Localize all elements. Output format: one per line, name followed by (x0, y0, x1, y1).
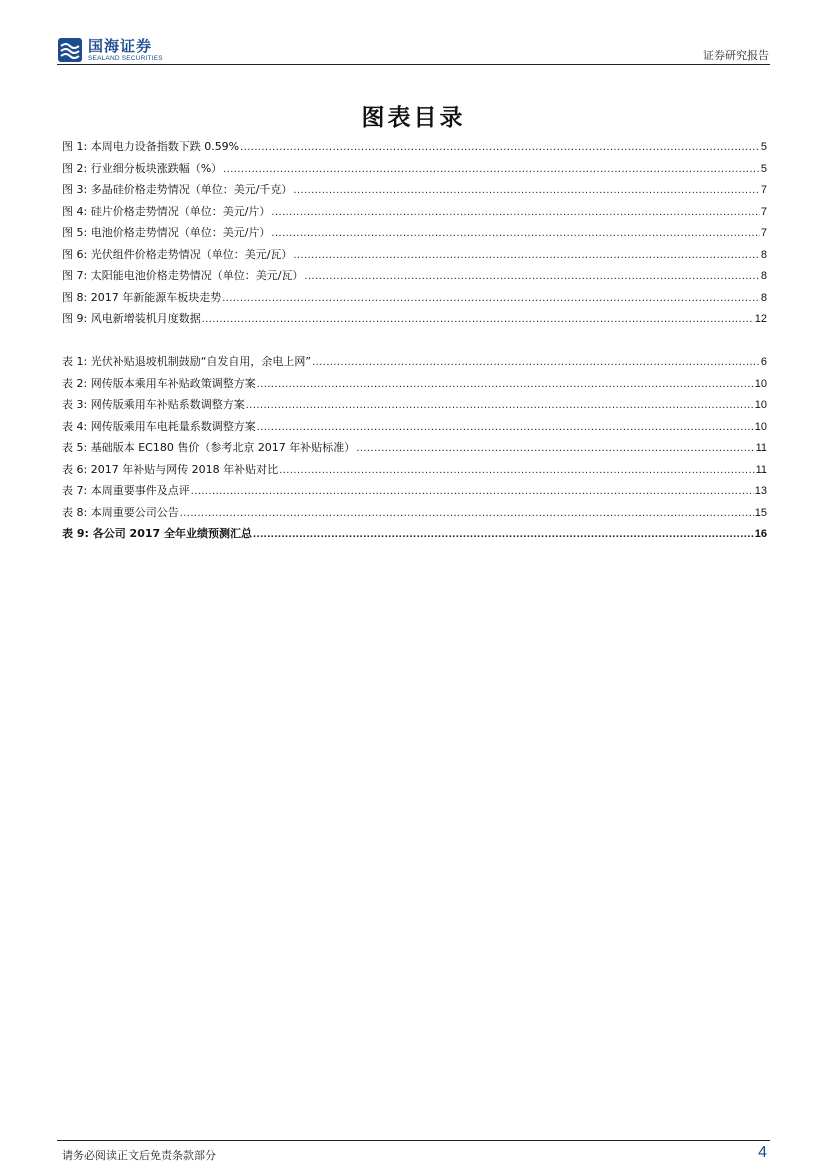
toc-entry-figure-9[interactable] (62, 310, 767, 332)
page-title: 图表目录 (361, 104, 466, 131)
dot-leader (257, 421, 754, 433)
toc-entry-label: 图 1: 本周电力设备指数下跌 0.59% (62, 140, 240, 153)
logo-chinese-name: 国海证券 (88, 36, 153, 55)
toc-entry-page: 10 (754, 399, 767, 411)
dot-leader (253, 528, 754, 540)
toc-entry-label: 图 9: 风电新增装机月度数据 (62, 312, 201, 325)
toc-entry-page: 11 (755, 463, 767, 476)
sealand-logo-icon (57, 37, 83, 63)
toc-entry-table-7[interactable] (62, 482, 767, 504)
dot-leader (356, 442, 754, 454)
toc-entry-label: 图 5: 电池价格走势情况（单位：美元/片） (62, 226, 271, 239)
toc-entry-page: 16 (754, 528, 767, 540)
table-list (62, 353, 767, 547)
toc-entry-table-5[interactable] (62, 439, 767, 461)
toc-entry-label: 表 2: 网传版本乘用车补贴政策调整方案 (62, 376, 256, 390)
toc-entry-label: 表 5: 基础版本 EC180 售价（参考北京 2017 年补贴标准） (62, 441, 356, 454)
dot-leader (293, 249, 759, 261)
dot-leader (312, 356, 760, 368)
logo-english-name: SEALAND SECURITIES (88, 54, 163, 62)
toc-entry-label: 图 7: 太阳能电池价格走势情况（单位：美元/瓦） (62, 269, 304, 282)
toc-entry-label: 表 4: 网传版乘用车电耗量系数调整方案 (62, 419, 256, 433)
toc-entry-figure-3[interactable] (62, 181, 767, 203)
toc-entry-label: 表 1: 光伏补贴退坡机制鼓励“自发自用，余电上网” (62, 355, 312, 368)
toc-entry-page: 8 (760, 248, 767, 261)
footer-divider (57, 1140, 770, 1141)
report-type: 证券研究报告 (703, 49, 769, 62)
figure-list (62, 138, 767, 332)
dot-leader (257, 378, 754, 390)
dot-leader (240, 141, 760, 153)
toc-entry-label: 图 8: 2017 年新能源车板块走势 (62, 290, 222, 304)
toc-entry-table-8[interactable] (62, 504, 767, 526)
toc-entry-table-9[interactable] (62, 525, 767, 547)
toc-entry-label: 图 3: 多晶硅价格走势情况（单位：美元/千克） (62, 183, 293, 196)
dot-leader (223, 163, 760, 175)
toc-entry-page: 8 (760, 291, 767, 304)
dot-leader (271, 206, 759, 218)
dot-leader (246, 399, 754, 411)
toc-entry-table-1[interactable] (62, 353, 767, 375)
toc-entry-figure-8[interactable] (62, 289, 767, 311)
toc-entry-label: 图 6: 光伏组件价格走势情况（单位：美元/瓦） (62, 247, 293, 261)
toc-entry-page: 7 (760, 205, 767, 218)
toc-entry-page: 10 (754, 377, 767, 390)
toc-entry-page: 7 (760, 227, 767, 239)
dot-leader (279, 464, 754, 476)
dot-leader (180, 507, 754, 519)
toc-entry-page: 10 (754, 420, 767, 433)
toc-entry-label: 表 7: 本周重要事件及点评 (62, 484, 190, 497)
toc-entry-page: 11 (755, 442, 767, 454)
toc-entry-label: 表 6: 2017 年补贴与网传 2018 年补贴对比 (62, 462, 279, 476)
toc-entry-label: 表 9: 各公司 2017 全年业绩预测汇总 (62, 527, 252, 540)
toc-entry-figure-2[interactable] (62, 160, 767, 182)
toc-entry-label: 表 8: 本周重要公司公告 (62, 505, 179, 519)
toc-entry-page: 12 (754, 313, 767, 325)
toc-entry-page: 5 (760, 162, 767, 175)
toc-entry-page: 13 (754, 485, 767, 497)
company-logo (57, 37, 163, 63)
toc-entry-figure-6[interactable] (62, 246, 767, 268)
toc-entry-page: 6 (760, 356, 767, 368)
toc-entry-table-4[interactable] (62, 418, 767, 440)
toc-entry-label: 图 2: 行业细分板块涨跌幅（%） (62, 161, 223, 175)
dot-leader (271, 227, 759, 239)
toc-entry-table-3[interactable] (62, 396, 767, 418)
dot-leader (293, 184, 759, 196)
toc-entry-page: 8 (760, 270, 767, 282)
toc-entry-figure-7[interactable] (62, 267, 767, 289)
toc-entry-label: 图 4: 硅片价格走势情况（单位：美元/片） (62, 204, 271, 218)
toc-entry-page: 15 (754, 506, 767, 519)
dot-leader (222, 292, 760, 304)
toc-entry-page: 5 (760, 141, 767, 153)
page-number: 4 (758, 1144, 767, 1161)
toc-entry-figure-4[interactable] (62, 203, 767, 225)
toc-entry-table-2[interactable] (62, 375, 767, 397)
toc-entry-figure-1[interactable] (62, 138, 767, 160)
toc-entry-label: 表 3: 网传版乘用车补贴系数调整方案 (62, 398, 245, 411)
footer-disclaimer: 请务必阅读正文后免责条款部分 (62, 1149, 216, 1162)
dot-leader (304, 270, 759, 282)
toc-entry-figure-5[interactable] (62, 224, 767, 246)
toc-entry-page: 7 (760, 184, 767, 196)
header-divider (57, 64, 770, 65)
toc-entry-table-6[interactable] (62, 461, 767, 483)
dot-leader (202, 313, 754, 325)
dot-leader (191, 485, 754, 497)
